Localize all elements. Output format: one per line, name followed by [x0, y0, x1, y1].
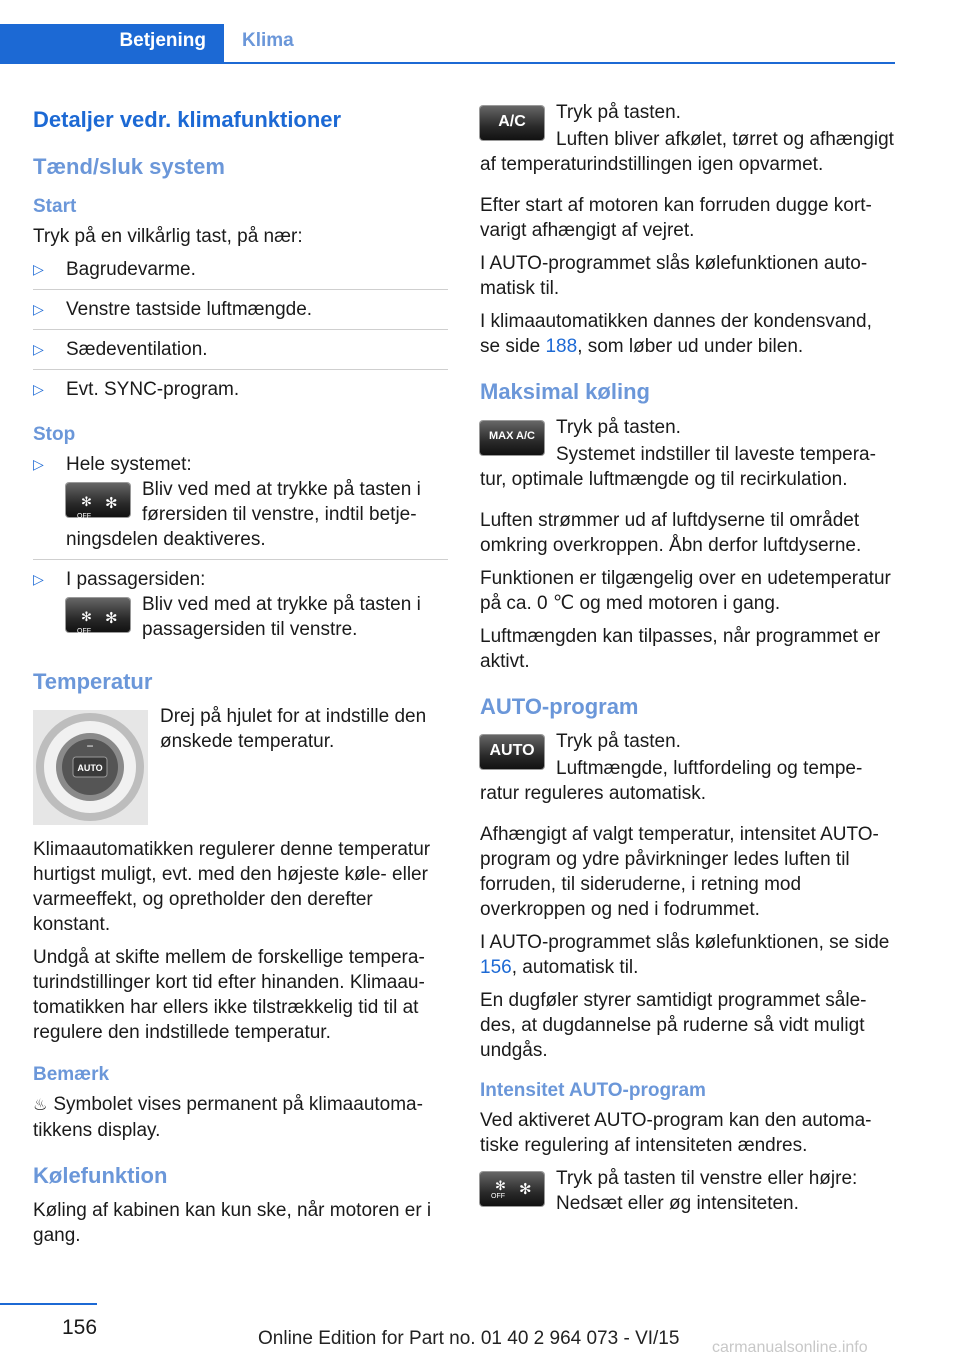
tab-betjening[interactable]: [0, 24, 224, 62]
ac-key-icon: [480, 106, 544, 140]
paragraph-text: , automatisk til.: [511, 957, 639, 979]
triangle-bullet-icon: ▷: [33, 300, 44, 317]
auto-key-label: AUTO: [489, 742, 535, 760]
watermark: carmanualsonline.info: [712, 1339, 868, 1356]
auto-paragraph-1: Tryk på tasten.: [556, 731, 681, 753]
list-item: [33, 257, 448, 290]
max-ac-key-icon: [480, 421, 544, 455]
heat-symbol-icon: ♨: [33, 1096, 48, 1114]
temperature-text: Drej på hjulet for at indstille den ønskede temperatur.: [160, 706, 427, 753]
section-heading-temperature: Temperatur: [33, 668, 153, 694]
fan-small-icon: ✻: [81, 493, 92, 509]
list-item-text: Bagrudevarme.: [66, 258, 196, 280]
triangle-bullet-icon: ▷: [33, 380, 44, 397]
max-paragraph-1: Tryk på tasten.: [556, 416, 681, 438]
key-off-label: OFF: [77, 512, 91, 520]
paragraph-text: , som løber ud under bilen.: [577, 336, 804, 357]
subheading-note: Bemærk: [33, 1064, 110, 1086]
section-heading-auto: AUTO-program: [480, 693, 639, 719]
triangle-bullet-icon: ▷: [33, 260, 44, 277]
auto-paragraph-4: [480, 930, 895, 980]
fan-large-icon: ✻: [519, 1180, 532, 1198]
note-text: [33, 1092, 448, 1143]
right-column: [480, 100, 895, 1224]
tab-betjening-label: Betjening: [119, 30, 206, 51]
right-paragraph-3: [480, 309, 895, 359]
temperature-knob-image: [33, 710, 148, 825]
list-item-text: Sædeventilation.: [66, 338, 208, 360]
triangle-bullet-icon: ▷: [33, 570, 44, 587]
footer-rule: [0, 1303, 97, 1305]
key-off-label: OFF: [77, 627, 91, 635]
page-link-188[interactable]: 188: [545, 336, 578, 357]
fan-large-icon: ✻: [105, 494, 118, 512]
paragraph-text: I klimaautomatikken dannes der kondensvand, se side: [480, 311, 872, 357]
fan-off-key-icon: [480, 1172, 544, 1206]
list-item: [33, 452, 448, 560]
left-column: [33, 100, 448, 1256]
temperature-knob-icon: [33, 710, 148, 825]
max-ac-key-label: MAX A/C: [488, 429, 536, 442]
list-item-text: Evt. SYNC-program.: [66, 378, 240, 400]
knob-minus-label: −: [86, 739, 94, 754]
page-link-156[interactable]: 156: [480, 957, 512, 979]
paragraph-text: I AUTO-programmet slås kølefunktionen, se side: [480, 932, 890, 954]
section-heading-max-cooling: Maksimal køling: [480, 379, 650, 404]
page-title: Detaljer vedr. klimafunktioner: [33, 107, 342, 132]
list-item-text: Venstre tastside luftmængde.: [66, 298, 313, 320]
auto-paragraph-5: En dugføler styrer samtidigt programmet således, at dugdannelse på ruderne så vidt muligt undgås.: [480, 990, 867, 1062]
list-item-text: Bliv ved med at trykke på tasten i passagersiden til venstre.: [142, 593, 421, 640]
max-paragraph-2: Systemet indstiller til laveste temperatur, optimale luftmængde og til recirkulation.: [480, 443, 876, 490]
subheading-start: Start: [33, 196, 77, 218]
intensity-paragraph-2: Tryk på tasten til venstre eller højre: Nedsæt eller øg intensiteten.: [556, 1167, 858, 1214]
ac-paragraph-2: Luften bliver afkølet, tørret og afhængigt af temperaturindstillingen igen opvarmet.: [480, 129, 894, 175]
auto-key-icon: [480, 735, 544, 769]
intensity-paragraph-1: Ved aktiveret AUTO-program kan den automatiske regulering af intensiteten ændres.: [480, 1109, 872, 1156]
fan-small-icon: ✻: [81, 608, 92, 624]
ac-key-label: A/C: [498, 113, 526, 130]
list-item: [33, 567, 448, 649]
cooling-text: Køling af kabinen kan kun ske, når motoren er i gang.: [33, 1200, 432, 1247]
right-paragraph-1: Efter start af motoren kan forruden dugge kortvarigt afhængigt af vejret.: [480, 195, 872, 241]
subheading-intensity: Intensitet AUTO-program: [480, 1080, 706, 1102]
triangle-bullet-icon: ▷: [33, 340, 44, 357]
list-item-label: I passagersiden:: [66, 568, 206, 590]
start-list: [33, 257, 448, 409]
page-number: 156: [62, 1316, 98, 1339]
fan-off-key-icon: [66, 483, 130, 520]
temperature-paragraph-1: Klimaautomatikken regulerer denne temperatur hurtigst muligt, evt. med den højeste køle- eller varmeeffekt, og opretholder den derefter konstant.: [33, 839, 431, 936]
temperature-paragraph-2: Undgå at skifte mellem de forskellige temperaturindstillinger kort tid efter hinanden. Klimaautomatikken har ellers ikke tilstrækkelig tid til at regulere den indstillede temperatur.: [33, 947, 425, 1044]
ac-paragraph-1: Tryk på tasten.: [556, 102, 681, 123]
fan-small-icon: ✻: [495, 1177, 506, 1193]
footer-edition: Online Edition for Part no. 01 40 2 964 073 - VI/15: [258, 1328, 680, 1349]
start-intro: Tryk på en vilkårlig tast, på nær:: [33, 225, 303, 247]
knob-auto-label: AUTO: [77, 763, 103, 774]
key-off-label: OFF: [491, 1192, 505, 1200]
list-item: [33, 297, 448, 330]
auto-paragraph-3: Afhængigt af valgt temperatur, intensitet AUTO-program og ydre påvirkninger ledes luften til forruden, til sideruderne, i retning mod overkroppen og ned i fodrummet.: [480, 824, 879, 921]
max-paragraph-3: Luften strømmer ud af luftdyserne til området omkring overkroppen. Åbn derfor luftdyserne.: [480, 509, 862, 556]
max-paragraph-5: Luftmængden kan tilpasses, når programmet er aktivt.: [480, 625, 881, 672]
max-paragraph-4: Funktionen er tilgængelig over en udetemperatur på ca. 0 ℃ og med motoren i gang.: [480, 567, 891, 614]
section-heading-cooling: Kølefunktion: [33, 1162, 168, 1188]
header-tabbar: [0, 0, 895, 64]
stop-list: [33, 452, 448, 649]
right-paragraph-2: I AUTO-programmet slås kølefunktionen automatisk til.: [480, 253, 868, 299]
fan-large-icon: ✻: [105, 609, 118, 627]
triangle-bullet-icon: ▷: [33, 455, 44, 472]
tab-klima[interactable]: Klima: [242, 30, 294, 51]
auto-paragraph-2: Luftmængde, luftfordeling og temperatur reguleres automatisk.: [480, 758, 863, 805]
note-text-content: Symbolet vises permanent på klimaautomatikkens display.: [33, 1093, 423, 1141]
section-heading-system: Tænd/sluk system: [33, 153, 225, 179]
subheading-stop: Stop: [33, 423, 76, 445]
list-item: [33, 377, 448, 409]
list-item-label: Hele systemet:: [66, 453, 192, 475]
list-item: [33, 337, 448, 370]
list-item-text: Bliv ved med at trykke på tasten i førersiden til venstre, indtil betjeningsdelen deaktiveres.: [66, 478, 421, 550]
fan-off-key-icon: [66, 598, 130, 635]
